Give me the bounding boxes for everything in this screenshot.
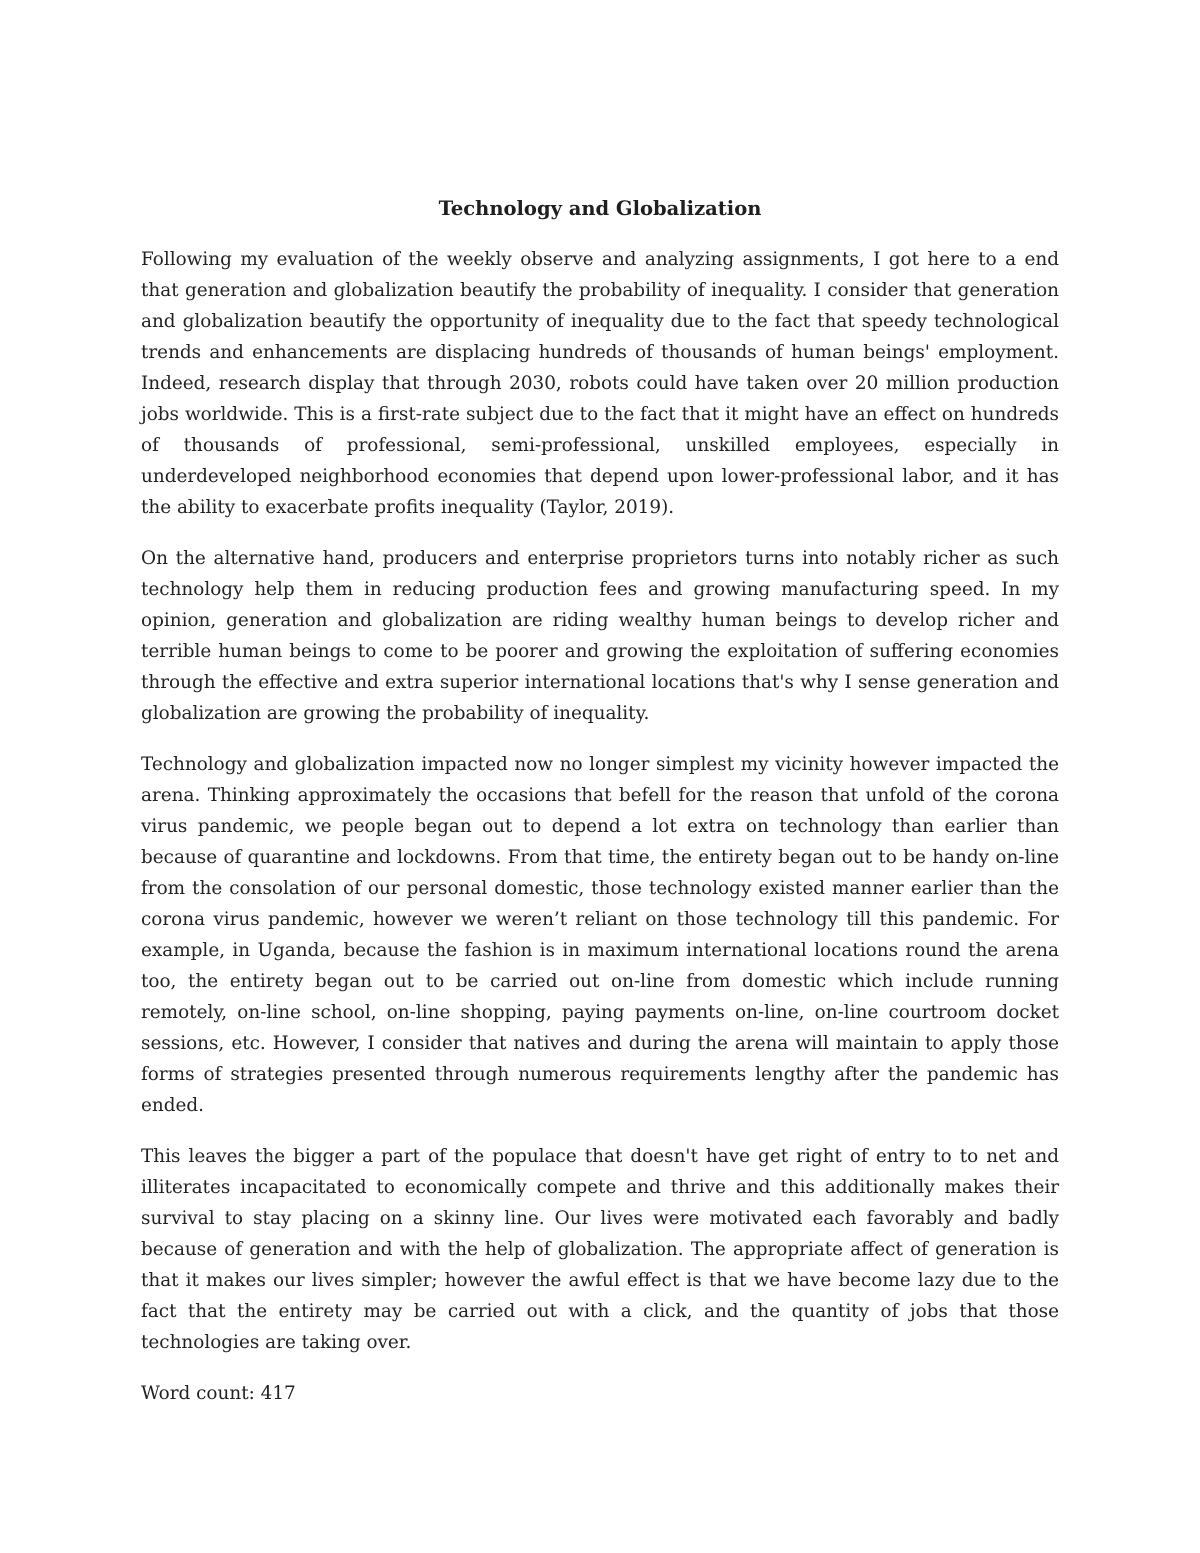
paragraph-3: Technology and globalization impacted now no longer simplest my vicinity however impacted the arena. Thinking approximately the occasions that befell for the reason that unfold of the corona virus pandemic, we people began out to depend a lot extra on technology than earlier than because of quarantine and lockdowns. From that time, the entirety began out to be handy on-line from the consolation of our personal domestic, those technology existed manner earlier than the corona virus pandemic, however we weren’t reliant on those technology till this pandemic. For example, in Uganda, because the fashion is in maximum international locations round the arena too, the entirety began out to be carried out on-line from domestic which include running remotely, on-line school, on-line shopping, paying payments on-line, on-line courtroom docket sessions, etc. However, I consider that natives and during the arena will maintain to apply those forms of strategies presented through numerous requirements lengthy after the pandemic has ended. <box>141 754 1059 1116</box>
paragraph-4: This leaves the bigger a part of the populace that doesn't have get right of entry to to net and illiterates incapacitated to economically compete and thrive and this additionally makes their survival to stay placing on a skinny line. Our lives were motivated each favorably and badly because of generation and with the help of globalization. The appropriate affect of generation is that it makes our lives simpler; however the awful effect is that we have become lazy due to the fact that the entirety may be carried out with a click, and the quantity of jobs that those technologies are taking over. <box>141 1146 1059 1353</box>
word-count: Word count: 417 <box>141 1383 296 1404</box>
paragraph-2: On the alternative hand, producers and enterprise proprietors turns into notably richer as such technology help them in reducing production fees and growing manufacturing speed. In my opinion, generation and globalization are riding wealthy human beings to develop richer and terrible human beings to come to be poorer and growing the exploitation of suffering economies through the effective and extra superior international locations that's why I sense generation and globalization are growing the probability of inequality. <box>141 548 1059 724</box>
document-body <box>141 193 1059 1409</box>
document-title: Technology and Globalization <box>438 197 762 220</box>
paragraph-1: Following my evaluation of the weekly observe and analyzing assignments, I got here to a end that generation and globalization beautify the probability of inequality. I consider that generation and globalization beautify the opportunity of inequality due to the fact that speedy technological trends and enhancements are displacing hundreds of thousands of human beings' employment. Indeed, research display that through 2030, robots could have taken over 20 million production jobs worldwide. This is a first-rate subject due to the fact that it might have an effect on hundreds of thousands of professional, semi-professional, unskilled employees, especially in underdeveloped neighborhood economies that depend upon lower-professional labor, and it has the ability to exacerbate profits inequality (Taylor, 2019). <box>141 249 1059 518</box>
